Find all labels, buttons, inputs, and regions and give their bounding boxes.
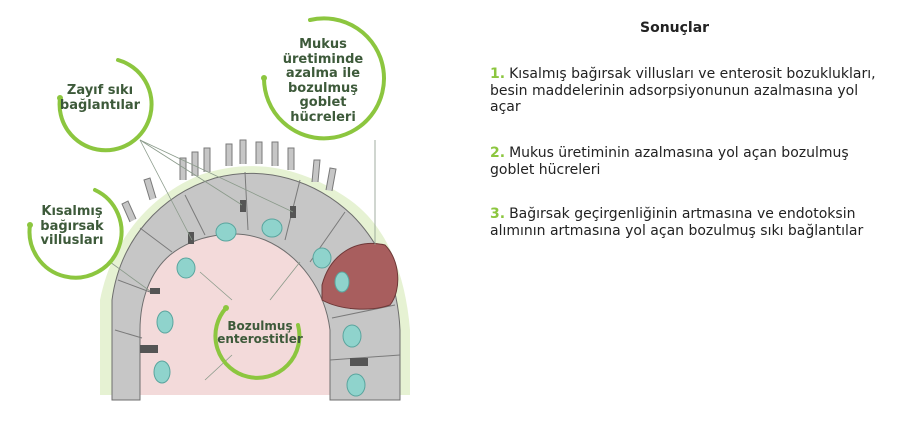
result-number-3: 3. [490, 206, 506, 222]
result-text-3: Bağırsak geçirgenliğinin artmasına ve endotoksin alımının artmasına yol açan bozulmuş sıkı bağlantılar [490, 206, 864, 239]
results-title: Sonuçlar [640, 20, 710, 36]
result-item-2 [490, 145, 890, 178]
results-panel [478, 0, 900, 433]
result-number-2: 2. [490, 145, 506, 161]
tight-junction-callout-label: Zayıf sıkı bağlantılar [59, 83, 141, 113]
result-number-1: 1. [490, 66, 506, 82]
result-text-1: Kısalmış bağırsak villusları ve enterosit bozuklukları, besin maddelerinin adsorpsiyonunun azalmasına yol açar [490, 66, 876, 116]
result-item-3 [490, 206, 890, 239]
result-item-1 [490, 66, 890, 116]
enterocyte-callout-label: Bozulmuş enterostitler [217, 319, 303, 347]
intestine-diagram [0, 0, 420, 433]
result-text-2: Mukus üretiminin azalmasına yol açan bozulmuş goblet hücreleri [490, 145, 849, 178]
villi-callout-label: Kısalmış bağırsak villusları [40, 204, 104, 249]
mucus-callout-label: Mukus üretiminde azalma ile bozulmuş goblet hücreleri [282, 37, 364, 125]
